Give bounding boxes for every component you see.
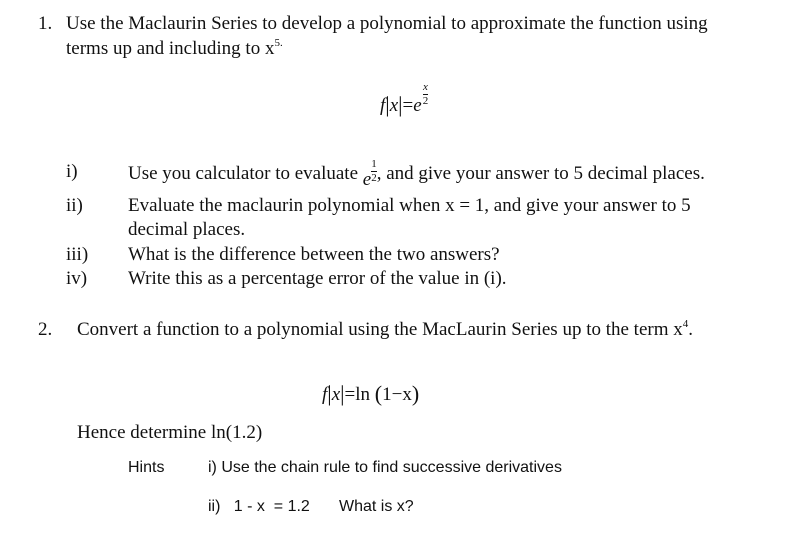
part-ii-label: ii) bbox=[66, 195, 83, 216]
hint-1: i) Use the chain rule to find successive derivatives bbox=[208, 459, 562, 476]
q2-formula: f|x|=ln (1−x) bbox=[322, 381, 420, 406]
q1-line2: terms up and including to $x^{5.}$ bbox=[66, 37, 283, 59]
q1-line1: Use the Maclaurin Series to develop a polynomial to approximate the function using bbox=[66, 13, 708, 34]
hints-label: Hints bbox=[128, 459, 165, 476]
hint-2: ii) 1 - x = 1.2 bbox=[208, 498, 310, 515]
hint-2-question: What is x? bbox=[339, 498, 414, 515]
hence-text: Hence determine ln(1.2) bbox=[77, 422, 263, 443]
q1-formula: f|x|=e $\frac{x}{2}$ bbox=[380, 81, 429, 117]
q2-number: 2. bbox=[38, 319, 53, 340]
part-i-label: i) bbox=[66, 161, 78, 182]
part-ii-text: Evaluate the maclaurin polynomial when x = 1, and give your answer to 5 bbox=[128, 195, 691, 216]
part-ii-text-cont: decimal places. bbox=[128, 219, 246, 240]
q1-number: 1. bbox=[38, 13, 53, 34]
q2-text: Convert a function to a polynomial using the MacLaurin Series up to the term $x^4$. bbox=[77, 318, 694, 340]
part-i-text: Use you calculator to evaluate e $\frac{1}{2}$ , and give your answer to 5 decimal places. bbox=[128, 158, 705, 190]
part-iv-text: Write this as a percentage error of the value in (i). bbox=[128, 268, 507, 289]
part-iii-label: iii) bbox=[66, 244, 89, 265]
part-iv-label: iv) bbox=[66, 268, 88, 289]
part-iii-text: What is the difference between the two answers? bbox=[128, 244, 500, 265]
